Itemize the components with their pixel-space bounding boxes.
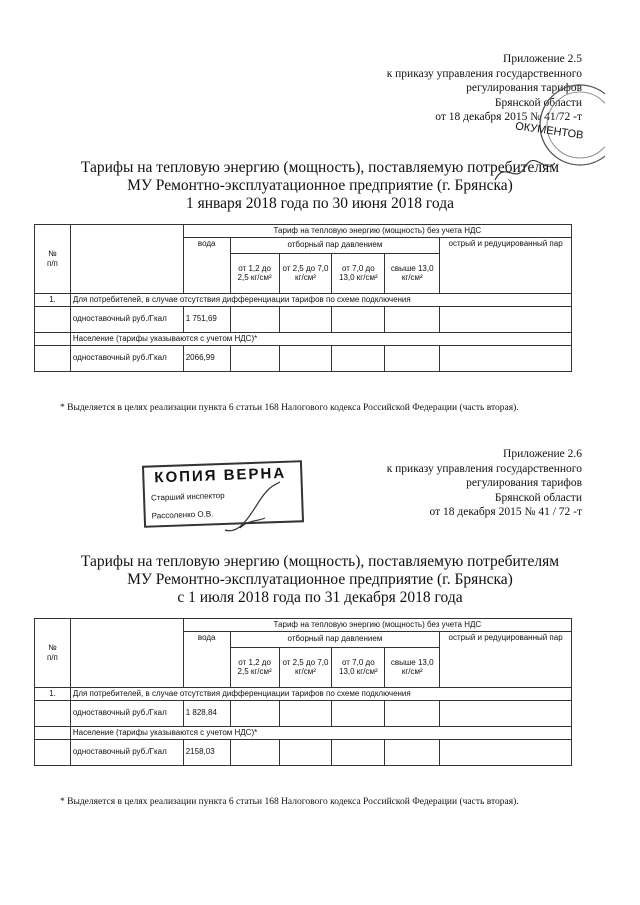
population-label: Население (тарифы указываются с учетом НДС)* (70, 332, 571, 345)
empty-header (70, 225, 183, 294)
pressure-header: свыше 13,0 кг/см² (385, 253, 440, 293)
appendix-line: Приложение 2.5 (503, 53, 582, 65)
appendix-line: Брянской области (494, 491, 582, 504)
tariff-value: 2158,03 (183, 739, 230, 765)
tariff-value: 2066,99 (183, 345, 230, 371)
pressure-header: от 2,5 до 7,0 кг/см² (279, 253, 332, 293)
tariff-table-1 (34, 224, 572, 372)
pressure-header: от 1,2 до 2,5 кг/см² (230, 253, 279, 293)
row-number: 1. (35, 687, 71, 700)
sharp-steam-header: острый и редуцированный пар (440, 631, 572, 687)
rate-type-label: одноставочный руб./Гкал (70, 306, 183, 332)
title-line: МУ Ремонтно-эксплуатационное предприятие (г. Брянска) (127, 571, 513, 588)
pressure-header: от 1,2 до 2,5 кг/см² (230, 647, 279, 687)
appendix-line: регулирования тарифов (466, 82, 582, 94)
pressure-header: от 2,5 до 7,0 кг/см² (279, 647, 332, 687)
tariff-header: Тариф на тепловую энергию (мощность) без учета НДС (183, 225, 571, 238)
title-line: 1 января 2018 года по 30 июня 2018 года (186, 195, 454, 212)
steam-header: отборный пар давлением (230, 631, 440, 647)
signature-icon (490, 155, 560, 190)
title-line: МУ Ремонтно-эксплуатационное предприятие (г. Брянска) (127, 177, 513, 194)
appendix-line: к приказу управления государственного (386, 67, 582, 80)
stamp-position: Старший инспектор (150, 490, 225, 503)
appendix-line: регулирования тарифов (466, 477, 582, 489)
appendix-line: от 18 декабря 2015 № 41/72 -т (435, 111, 582, 123)
water-header: вода (183, 237, 230, 293)
footnote-1: * Выделяется в целях реализации пункта 6 статьи 168 Налогового кодекса Российской Федерации (часть вторая). (60, 403, 519, 413)
rate-type-label: одноставочный руб./Гкал (70, 700, 183, 726)
round-stamp-text: ОКУМЕНТОВ (514, 120, 585, 142)
population-label: Население (тарифы указываются с учетом НДС)* (70, 726, 571, 739)
rate-type-label: одноставочный руб./Гкал (70, 739, 183, 765)
water-header: вода (183, 631, 230, 687)
tariff-table-2 (34, 618, 572, 766)
table-row (35, 700, 572, 726)
title-line: с 1 июля 2018 года по 31 декабря 2018 года (177, 589, 463, 606)
page-title-2 (40, 553, 600, 607)
row-number-header: № п/п (35, 619, 71, 688)
signature-icon (220, 480, 290, 540)
consumer-group-label: Для потребителей, в случае отсутствия дифференциации тарифов по схеме подключения (70, 293, 571, 306)
empty-header (70, 619, 183, 688)
pressure-header: от 7,0 до 13,0 кг/см² (332, 253, 385, 293)
stamp-name: Рассоленко О.В. (151, 509, 214, 521)
appendix-line: от 18 декабря 2015 № 41 / 72 -т (429, 506, 582, 518)
tariff-value: 1 828,84 (183, 700, 230, 726)
table-row (35, 739, 572, 765)
appendix-line: Брянской области (494, 96, 582, 109)
row-number-header: № п/п (35, 225, 71, 294)
footnote-2: * Выделяется в целях реализации пункта 6 статьи 168 Налогового кодекса Российской Федерации (часть вторая). (60, 797, 519, 807)
appendix-line: к приказу управления государственного (386, 462, 582, 475)
appendix-line: Приложение 2.6 (503, 448, 582, 460)
stamp-title: КОПИЯ ВЕРНА (154, 464, 287, 487)
appendix-block-2 (332, 447, 582, 520)
table-row (35, 306, 572, 332)
pressure-header: свыше 13,0 кг/см² (385, 647, 440, 687)
pressure-header: от 7,0 до 13,0 кг/см² (332, 647, 385, 687)
tariff-value: 1 751,69 (183, 306, 230, 332)
rate-type-label: одноставочный руб./Гкал (70, 345, 183, 371)
steam-header: отборный пар давлением (230, 237, 440, 253)
table-row (35, 345, 572, 371)
title-line: Тарифы на тепловую энергию (мощность), поставляемую потребителям (80, 159, 560, 176)
sharp-steam-header: острый и редуцированный пар (440, 237, 572, 293)
row-number: 1. (35, 293, 71, 306)
title-line: Тарифы на тепловую энергию (мощность), поставляемую потребителям (80, 553, 560, 570)
consumer-group-label: Для потребителей, в случае отсутствия дифференциации тарифов по схеме подключения (70, 687, 571, 700)
tariff-header: Тариф на тепловую энергию (мощность) без учета НДС (183, 619, 571, 632)
